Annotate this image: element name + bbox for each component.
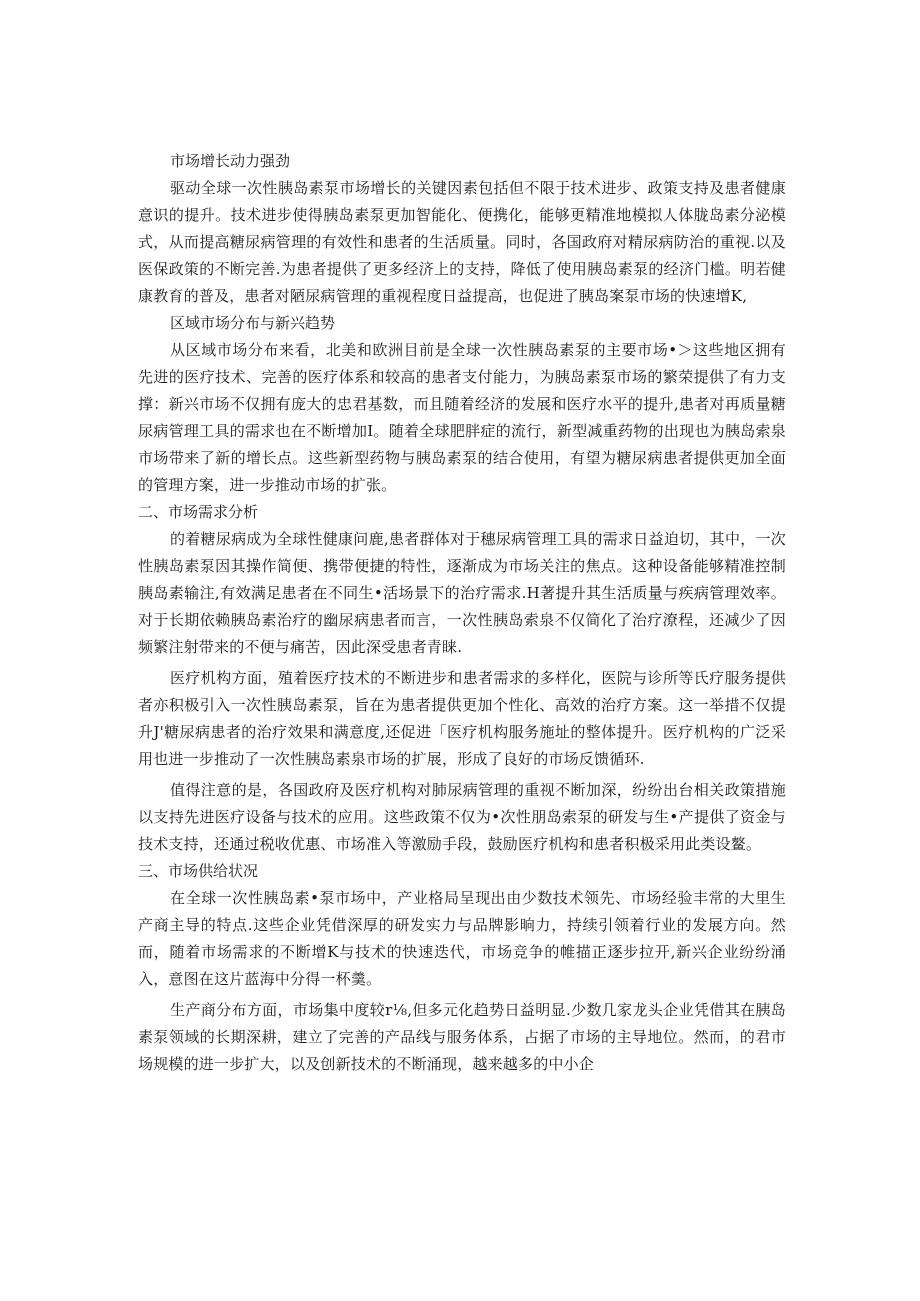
section-heading-demand: 二、市场需求分析 <box>138 503 259 521</box>
subheading-growth-drivers: 市场增长动力强劲 <box>170 152 291 170</box>
paragraph-manufacturer-distribution: 生产商分布方面，市场集中度较r⅛,但多元化趋势日益明显.少数几家龙头企业凭借其在胰岛素泵领域的长期深耕，建立了完善的产品线与服务体系，占据了市场的主导地位。然而，的君市场规模的进一步扩大，以及创新技术的不断涌现，越来越多的中小企 <box>138 1001 786 1073</box>
paragraph-regional-distribution: 从区域市场分布来看，北美和欧洲目前是全球一次性胰岛素泵的主要市场•＞这些地区拥有先进的医疗技术、完善的医疗体系和较高的患者支付能力，为胰岛素泵市场的繁荣提供了有力支撑：新兴市场不仅拥有庞大的忠君基数，而且随着经济的发展和医疗水平的提升,患者对再质量糖尿病管理工具的需求也在不断增加I。随着全球肥胖症的流行，新型减重药物的出现也为胰岛索泉市场带来了新的增长点。这些新型药物与胰岛素泵的结合使用，有望为糖尿病患者提供更加全面的管理方案，进一步推动市场的扩张。 <box>138 341 786 494</box>
paragraph-industry-structure: 在全球一次性胰岛素•泵市场中，产业格局呈现出由少数技术领先、市场经验丰常的大里生产商主导的特点.这些企业凭借深厚的研发实力与品牌影晌力，持续引领着行业的发展方向。然而，随着市场需求的不断增K与技术的快速迭代，市场竞争的帷描正逐步拉开,新兴企业纷纷涌入，意图在这片蓝海中分得一杯羹。 <box>138 889 786 988</box>
paragraph-policy-support: 值得注意的是，各国政府及医疗机构对肺尿病管理的重视不断加深，纷纷出台相关政策措施以支持先进医疗设备与技术的应用。这些政策不仅为•次性朋岛索泵的研发与生•产提供了资金与技术支持，还通过税收优惠、市场准入等激励手段，鼓励医疗机构和患者积极采用此类设鳌。 <box>138 781 786 853</box>
document-page <box>138 148 786 1078</box>
paragraph-patient-demand: 的着糖尿病成为全球性健康问鹿,患者群体对于穗尿病管理工具的需求日益迫切，其中，一次性胰岛素泵因其操作简便、携带便捷的特性，逐渐成为市场关注的焦点。这种设备能够精准控制胰岛素输注,有效满足患者在不同生•活场景下的治疗需求.H著提升其生活质量与疾病管理效率。对于长期依赖胰岛素治疗的幽尿病患者而言，一次性胰岛索泉不仅简化了治疗潦程，还减少了因频繁注射带来的不便与痛苦，因此深受患者青睐. <box>138 530 786 656</box>
paragraph-institution-demand: 医疗机构方面，殖着医疗技术的不断进步和患者需求的多样化，医院与诊所等氏疗服务提供者亦积极引入一次性胰岛素泵，旨在为患者提供更加个性化、高效的治疗方案。这一举措不仅提升J'糖尿病患者的治疗效果和满意度,还促进「医疗机构服务施址的整体提升。医疗机构的广泛采用也进一步推动了一次性胰岛素泉市场的扩展，形成了良好的市场反馈循环. <box>138 669 786 768</box>
subheading-regional-distribution: 区域市场分布与新兴趋势 <box>170 314 336 332</box>
paragraph-growth-drivers: 驱动全球一次性胰岛素泵市场增长的关键因素包括但不限于技术进步、政策支持及患者健康意识的提升。技术进步使得胰岛素泵更加智能化、便携化，能够更精准地模拟人体胧岛素分泌模式，从而提高糖尿病管理的有效性和患者的生活质量。同时，各国政府对精尿病防治的重视.以及医保政策的不断完善.为患者提供了更多经济上的支持，降低了使用胰岛素泵的经济门槛。明若健康教育的普及，患者对陋尿病管理的重视程度日益提高，也促进了胰岛案泵市场的快速增K, <box>138 179 786 305</box>
section-heading-supply: 三、市场供给状况 <box>138 862 259 880</box>
